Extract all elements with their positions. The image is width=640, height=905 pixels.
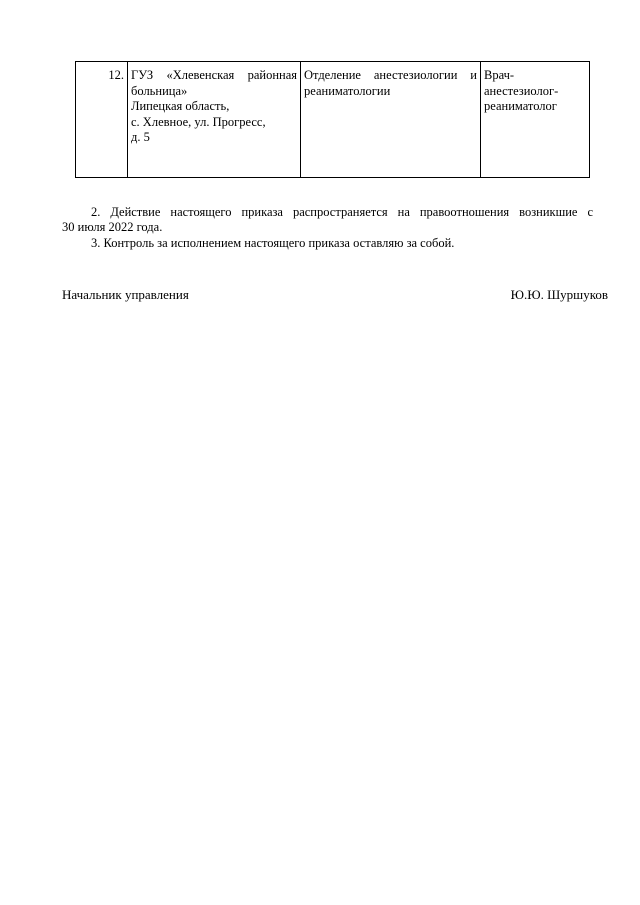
paragraph-2-line-1: 2. Действие настоящего приказа распространяется на правоотношения возникшие с [91,205,593,219]
organization-line: ГУЗ «Хлевенская районная [131,68,297,82]
organization-line: д. 5 [131,130,150,144]
position-line: Врач- [484,68,515,82]
paragraph-3-text: 3. Контроль за исполнением настоящего приказа оставляю за собой. [91,236,455,250]
position-line: анестезиолог- [484,83,559,98]
row-number: 12. [76,62,128,178]
department-line: реаниматологии [304,83,391,98]
department-line: Отделение анестезиологии и [304,68,477,82]
organization-line: Липецкая область, [131,99,230,113]
paragraph-2 [62,205,593,235]
position-cell [481,62,590,178]
department-cell [301,62,481,178]
organizations-table-wrapper [75,61,590,178]
signatory-title: Начальник управления [62,287,189,302]
organizations-table [75,61,590,178]
position-line: реаниматолог [484,99,557,113]
paragraph-3 [62,236,593,251]
table-row [76,62,590,178]
organization-line: с. Хлевное, ул. Прогресс, [131,114,266,129]
signatory-name: Ю.Ю. Шуршуков [510,287,608,302]
paragraph-2-line-2: 30 июля 2022 года. [62,220,163,234]
organization-cell [128,62,301,178]
organization-line: больница» [131,83,188,98]
